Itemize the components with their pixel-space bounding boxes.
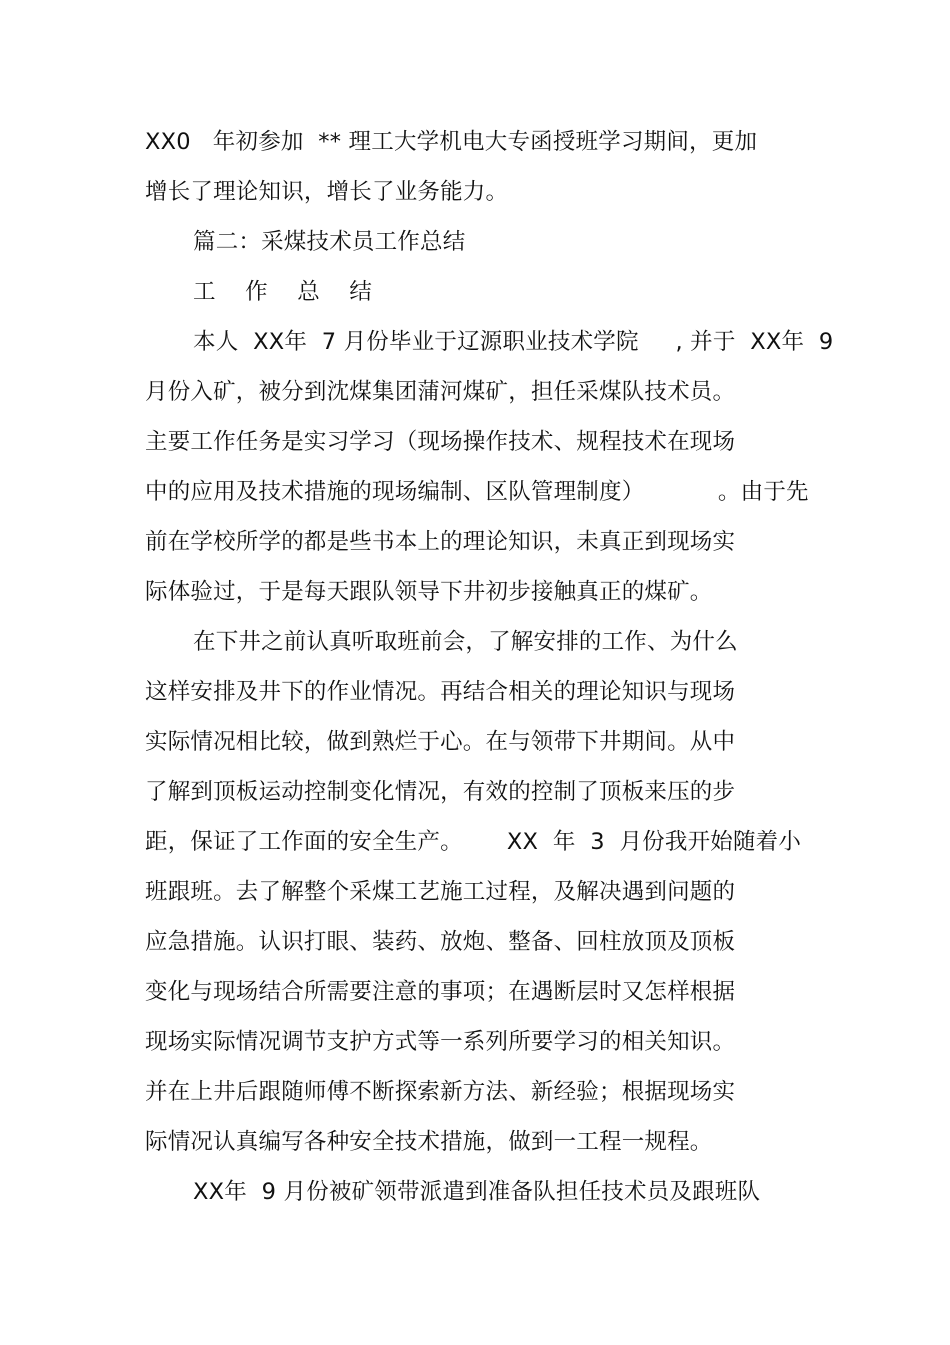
text-line: 现场实际情况调节支护方式等一系列所要学习的相关知识。 bbox=[145, 1029, 736, 1055]
section-heading: 篇二：采煤技术员工作总结 bbox=[193, 229, 466, 255]
section-title: 工 作 总 结 bbox=[193, 279, 373, 305]
text-line: 应急措施。认识打眼、装药、放炮、整备、回柱放顶及顶板 bbox=[145, 929, 736, 955]
text-line: 在下井之前认真听取班前会，了解安排的工作、为什么 bbox=[193, 629, 738, 655]
text-line: 实际情况相比较，做到熟烂于心。在与领带下井期间。从中 bbox=[145, 729, 736, 755]
text-line: 际情况认真编写各种安全技术措施，做到一工程一规程。 bbox=[145, 1129, 713, 1155]
text-line: XX年 9 月份被矿领带派遣到准备队担任技术员及跟班队 bbox=[193, 1179, 761, 1205]
text-line: 班跟班。去了解整个采煤工艺施工过程，及解决遇到问题的 bbox=[145, 879, 736, 905]
text-line: XX0 年初参加 ** 理工大学机电大专函授班学习期间，更加 bbox=[145, 129, 758, 155]
text-line: 增长了理论知识，增长了业务能力。 bbox=[145, 179, 509, 205]
text-line: 了解到顶板运动控制变化情况，有效的控制了顶板来压的步 bbox=[145, 779, 736, 805]
text-line: 距，保证了工作面的安全生产。 XX 年 3 月份我开始随着小 bbox=[145, 829, 802, 855]
text-line: 并在上井后跟随师傅不断探索新方法、新经验；根据现场实 bbox=[145, 1079, 736, 1105]
text-line: 本人 XX年 7 月份毕业于辽源职业技术学院 , 并于 XX年 9 bbox=[193, 329, 834, 355]
text-line: 前在学校所学的都是些书本上的理论知识，未真正到现场实 bbox=[145, 529, 736, 555]
text-line: 主要工作任务是实习学习（现场操作技术、规程技术在现场 bbox=[145, 429, 736, 455]
text-line: 月份入矿，被分到沈煤集团蒲河煤矿，担任采煤队技术员。 bbox=[145, 379, 736, 405]
text-line: 际体验过，于是每天跟队领导下井初步接触真正的煤矿。 bbox=[145, 579, 713, 605]
text-line: 这样安排及井下的作业情况。再结合相关的理论知识与现场 bbox=[145, 679, 736, 705]
text-line: 中的应用及技术措施的现场编制、区队管理制度） 。由于先 bbox=[145, 479, 809, 505]
text-line: 变化与现场结合所需要注意的事项；在遇断层时又怎样根据 bbox=[145, 979, 736, 1005]
